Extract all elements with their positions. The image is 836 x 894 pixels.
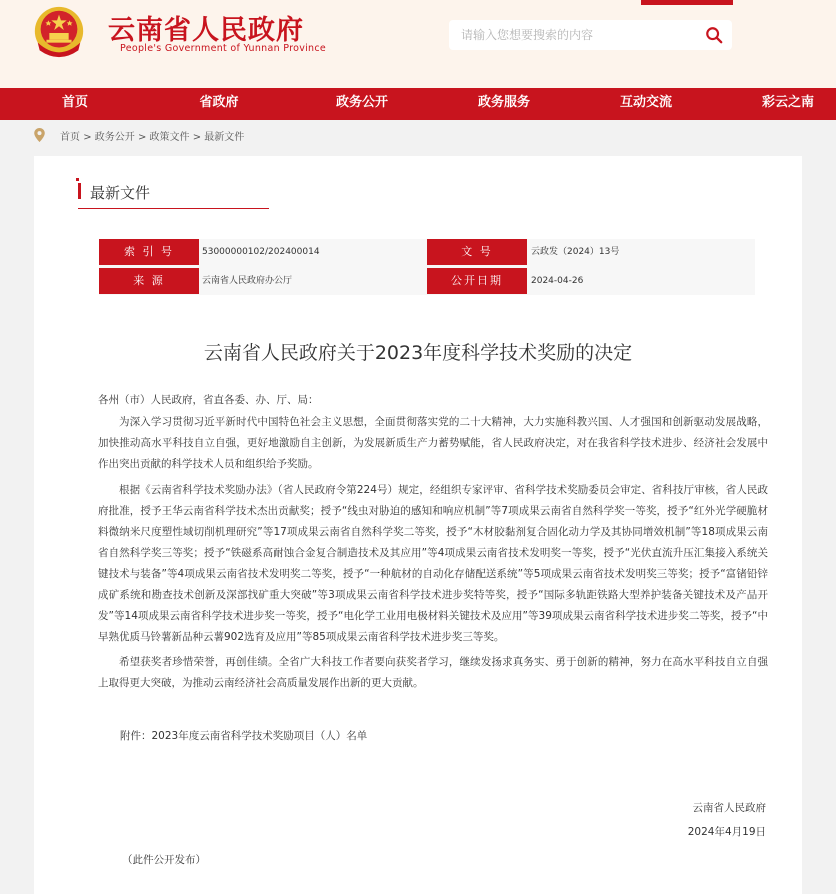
section-marker	[76, 178, 79, 181]
date-label: 公开日期	[427, 268, 527, 294]
nav-item-yunnan[interactable]: 彩云之南	[761, 95, 814, 110]
doc-title: 云南省人民政府关于2023年度科学技术奖励的决定	[203, 342, 633, 364]
breadcrumb-gov-affairs[interactable]: 政务公开	[94, 132, 135, 143]
nav-item-home[interactable]: 首页	[61, 95, 88, 110]
breadcrumb-separator: >	[83, 132, 92, 143]
site-title[interactable]: 云南省人民政府	[108, 15, 304, 46]
doc-paragraph: 为深入学习贯彻习近平新时代中国特色社会主义思想，全面贯彻落实党的二十大精神，大力实施科教兴国、人才强国和创新驱动发展战略，加快推动高水平科技自立自强，更好地激励自主创新，为发展新质生产力蓄势赋能，省人民政府决定，对在我省科学技术进步、经济社会发展中作出突出贡献的科学技术人员和组织给予奖励。	[98, 416, 768, 470]
index-label: 索 引 号	[99, 239, 199, 265]
breadcrumb-separator: >	[137, 132, 147, 143]
site-header	[0, 0, 836, 88]
doc-sign-date: 2024年4月19日	[687, 826, 766, 838]
nav-item-gov-affairs[interactable]: 政务公开	[335, 95, 388, 110]
doc-meta-table	[99, 239, 755, 295]
nav-item-government[interactable]: 省政府	[199, 95, 239, 110]
header-top-button[interactable]	[641, 0, 733, 5]
doc-signer: 云南省人民政府	[692, 802, 766, 814]
nav-item-gov-services[interactable]: 政务服务	[477, 95, 530, 110]
date-value: 2024-04-26	[531, 276, 584, 286]
breadcrumb-policy-docs[interactable]: 政策文件	[149, 132, 190, 143]
national-emblem-icon[interactable]	[30, 4, 88, 62]
breadcrumb-home[interactable]: 首页	[60, 132, 80, 143]
search-box	[449, 20, 732, 50]
main-nav	[0, 88, 836, 120]
source-value: 云南省人民政府办公厅	[202, 276, 293, 286]
nav-item-interaction[interactable]: 互动交流	[619, 95, 672, 110]
site-subtitle: People's Government of Yunnan Province	[120, 43, 327, 54]
location-pin-icon	[34, 128, 45, 142]
breadcrumb	[0, 120, 836, 150]
docno-value: 云政发（2024）13号	[531, 247, 620, 257]
breadcrumb-separator: >	[192, 132, 202, 143]
source-label: 来 源	[99, 268, 199, 294]
content-card	[34, 156, 802, 894]
docno-label: 文 号	[427, 239, 527, 265]
section-underline	[78, 208, 269, 209]
breadcrumb-latest-docs[interactable]: 最新文件	[204, 132, 245, 143]
doc-salutation: 各州（市）人民政府，省直各委、办、厅、局：	[98, 394, 319, 406]
section-bar	[78, 183, 81, 199]
doc-paragraph: 希望获奖者珍惜荣誉，再创佳绩。全省广大科技工作者要向获奖者学习，继续发扬求真务实、勇于创新的精神，努力在高水平科技自立自强上取得更大突破，为推动云南经济社会高质量发展作出新的更大贡献。	[98, 656, 768, 689]
doc-attachment-link[interactable]: 附件：2023年度云南省科学技术奖励项目（人）名单	[120, 730, 368, 742]
doc-paragraph: 根据《云南省科学技术奖励办法》（省人民政府令第224号）规定，经组织专家评审、省科学技术奖励委员会审定、省科技厅审核，省人民政府批准，授予王华云南省科学技术杰出贡献奖；授予“线虫对胁迫的感知和响应机制”等7项成果云南省自然科学奖一等奖，授予“红外光学硬脆材料微纳米尺度塑性域切削机理研究”等17项成果云南省自然科学奖二等奖，授予“木材胶黏剂复合固化动力学及其协同增效机制”等18项成果云南省自然科学奖三等奖；授予“铁磁系高耐蚀合金复合制造技术及其应用”等4项成果云南省技术发明奖一等奖，授予“光伏直流升压汇集接入系统关键技术与装备”等4项成果云南省技术发明奖二等奖，授予“一种航材的自动化存储配送系统”等5项成果云南省技术发明奖三等奖；授予“富锗铅锌成矿系统和勘查技术创新及深部找矿重大突破”等3项成果云南省科学技术进步奖特等奖，授予“国际多轨距铁路大型养护装备关键技术及产品开发”等14项成果云南省科学技术进步奖一等奖，授予“电化学工业用电极材料关键技术及应用”等39项成果云南省科学技术进步奖二等奖，授予“中早熟优质马铃薯新品种云薯902选育及应用”等85项成果云南省科学技术进步奖三等奖。	[98, 484, 768, 643]
section-title: 最新文件	[90, 184, 151, 202]
search-icon[interactable]	[705, 26, 723, 44]
doc-publish-note: （此件公开发布）	[122, 854, 206, 866]
search-input[interactable]	[461, 26, 691, 44]
index-value: 53000000102/202400014	[202, 247, 320, 257]
